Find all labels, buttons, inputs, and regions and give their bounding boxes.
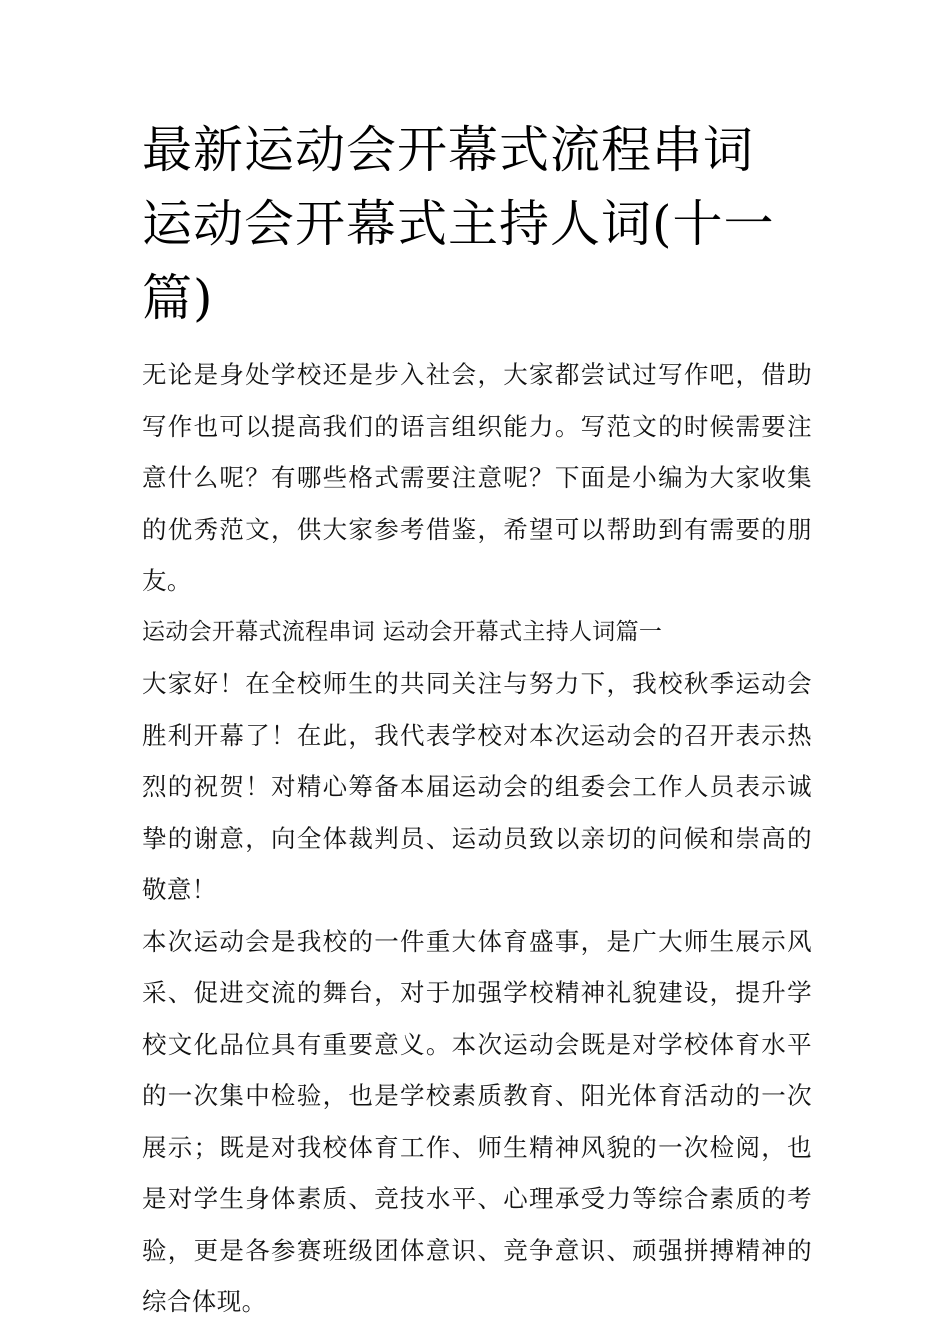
section-heading: 运动会开幕式流程串词 运动会开幕式主持人词篇一 <box>142 618 663 645</box>
document-title: 最新运动会开幕式流程串词 运动会开幕式主持人词(十一篇) <box>142 121 775 327</box>
intro-paragraph: 无论是身处学校还是步入社会，大家都尝试过写作吧，借助写作也可以提高我们的语言组织能力。写范文的时候需要注意什么呢？有哪些格式需要注意呢？下面是小编为大家收集的优秀范文，供大家参考借鉴，希望可以帮助到有需要的朋友。 <box>142 360 812 595</box>
body-paragraph-1: 大家好！在全校师生的共同关注与努力下，我校秋季运动会胜利开幕了！在此，我代表学校对本次运动会的召开表示热烈的祝贺！对精心筹备本届运动会的组委会工作人员表示诚挚的谢意，向全体裁判员、运动员致以亲切的问候和崇高的敬意！ <box>142 669 812 904</box>
body-paragraph-2: 本次运动会是我校的一件重大体育盛事，是广大师生展示风采、促进交流的舞台，对于加强学校精神礼貌建设，提升学校文化品位具有重要意义。本次运动会既是对学校体育水平的一次集中检验，也是学校素质教育、阳光体育活动的一次展示；既是对我校体育工作、师生精神风貌的一次检阅，也是对学生身体素质、竞技水平、心理承受力等综合素质的考验，更是各参赛班级团体意识、竞争意识、顽强拼搏精神的综合体现。 <box>142 926 812 1316</box>
document-body <box>142 113 822 1328</box>
